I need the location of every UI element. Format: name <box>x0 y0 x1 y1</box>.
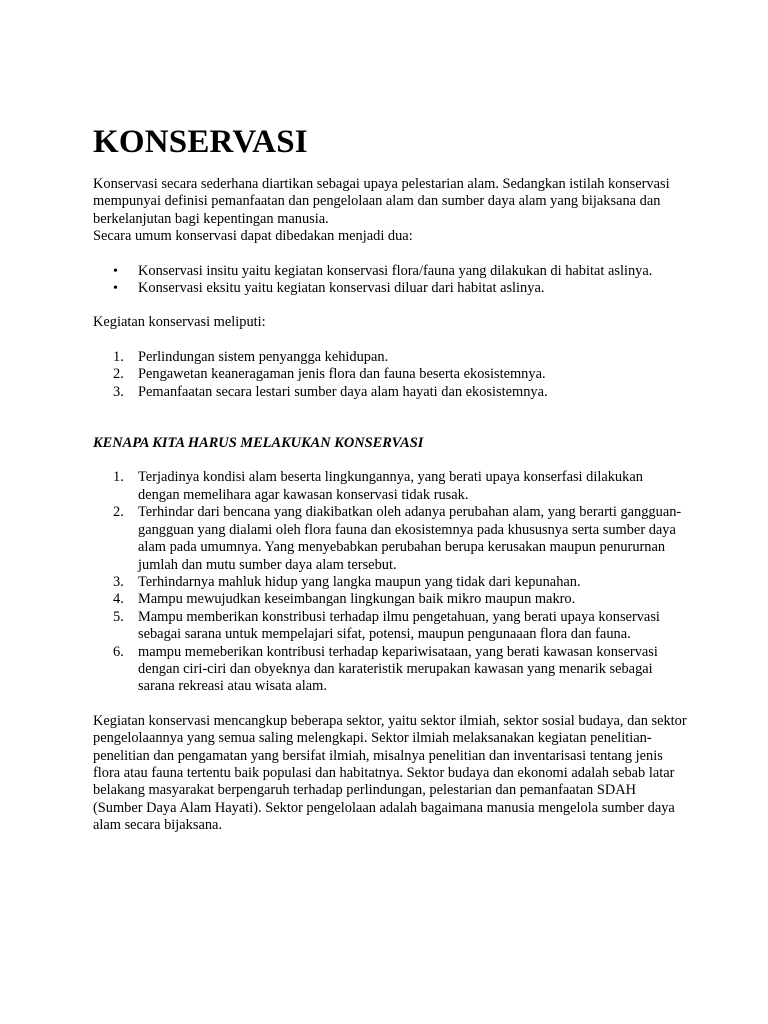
list-item <box>93 349 688 366</box>
list-item <box>93 504 688 574</box>
list-number: 2. <box>113 504 124 521</box>
list-item <box>93 384 688 401</box>
list-item <box>93 609 688 644</box>
list-item-text: Terhindarnya mahluk hidup yang langka maupun yang tidak dari kepunahan. <box>138 573 581 590</box>
intro-paragraph: Konservasi secara sederhana diartikan sebagai upaya pelestarian alam. Sedangkan istilah konservasi mempunyai definisi pemanfaatan dan pengelolaan alam dan sumber daya alam yang bijaksana dan berkelanjutan bagi kepentingan manusia. <box>93 176 670 227</box>
spacer <box>93 246 688 263</box>
list-item-text: Konservasi insitu yaitu kegiatan konservasi flora/fauna yang dilakukan di habitat aslinya. <box>138 262 653 279</box>
intro-types-lead: Secara umum konservasi dapat dibedakan menjadi dua: <box>93 228 413 245</box>
list-item-text: Mampu memberikan konstribusi terhadap ilmu pengetahuan, yang berati upaya konservasi sebagai sarana untuk mempelajari sifat, potensi, maupun pengunaaan flora dan fauna. <box>138 608 660 643</box>
closing-paragraph: Kegiatan konservasi mencangkup beberapa sektor, yaitu sektor ilmiah, sektor sosial budaya, dan sektor pengelolaannya yang semua saling melengkapi. Sektor ilmiah melaksanakan kegiatan penelitian-penelitian dan pengamatan yang bersifat ilmiah, misalnya penelitian dan inventarisasi tentang jenis flora atau fauna tertentu baik populasi dan habitatnya. Sektor budaya dan ekonomi adalah sebab latar belakang masyarakat berpengaruh terhadap perlindungan, pelestarian dan pemanfaatan SDAH (Sumber Daya Alam Hayati). Sektor pengelolaan adalah bagaimana manusia mengelola sumber daya alam secara bijaksana. <box>93 712 687 834</box>
list-item-text: Perlindungan sistem penyangga kehidupan. <box>138 348 389 365</box>
list-item-text: mampu memeberikan kontribusi terhadap kepariwisataan, yang berati kawasan konservasi dengan ciri-ciri dan obyeknya dan karateristik merupakan kawasan yang menarik sebagai sarana rekreasi atau wisata alam. <box>138 643 658 695</box>
document-title: KONSERVASI <box>93 124 308 160</box>
list-item-text: Pemanfaatan secara lestari sumber daya alam hayati dan ekosistemnya. <box>138 383 548 400</box>
list-number: 6. <box>113 643 124 660</box>
list-item <box>93 263 688 280</box>
bullet-marker: • <box>113 281 118 297</box>
spacer <box>93 297 688 314</box>
spacer <box>93 401 688 418</box>
list-number: 3. <box>113 383 124 400</box>
list-item-text: Mampu mewujudkan keseimbangan lingkungan baik mikro maupun makro. <box>138 591 576 608</box>
list-item-text: Pengawetan keaneragaman jenis flora dan fauna beserta ekosistemnya. <box>138 366 546 383</box>
spacer <box>93 452 688 469</box>
list-item-text: Konservasi eksitu yaitu kegiatan konservasi diluar dari habitat aslinya. <box>138 280 545 297</box>
list-item <box>93 574 688 591</box>
list-number: 3. <box>113 573 124 590</box>
list-item <box>93 644 688 696</box>
conservation-types-list <box>93 263 688 298</box>
spacer <box>93 332 688 349</box>
list-item <box>93 469 688 504</box>
activities-intro: Kegiatan konservasi meliputi: <box>93 314 266 331</box>
list-number: 2. <box>113 366 124 383</box>
list-item <box>93 366 688 383</box>
list-item-text: Terhindar dari bencana yang diakibatkan oleh adanya perubahan alam, yang berarti gangguan-gangguan yang dialami oleh flora fauna dan ekosistemnya pada khususnya serta sumber daya alam pada umumnya. Yang menyebabkan perubahan berupa kerusakan maupun penururnan jumlah dan mutu sumber daya alam tersebut. <box>138 504 682 573</box>
list-number: 5. <box>113 608 124 625</box>
bullet-marker: • <box>113 263 118 279</box>
spacer <box>93 418 688 435</box>
list-item-text: Terjadinya kondisi alam beserta lingkungannya, yang berati upaya konserfasi dilakukan dengan memelihara agar kawasan konservasi tidak rusak. <box>138 469 643 503</box>
list-number: 1. <box>113 348 124 365</box>
list-number: 4. <box>113 591 124 608</box>
reasons-list <box>93 469 688 695</box>
list-number: 1. <box>113 469 124 486</box>
list-item <box>93 280 688 297</box>
spacer <box>93 696 688 713</box>
reasons-heading: KENAPA KITA HARUS MELAKUKAN KONSERVASI <box>93 435 424 452</box>
activities-list <box>93 349 688 401</box>
list-item <box>93 591 688 608</box>
